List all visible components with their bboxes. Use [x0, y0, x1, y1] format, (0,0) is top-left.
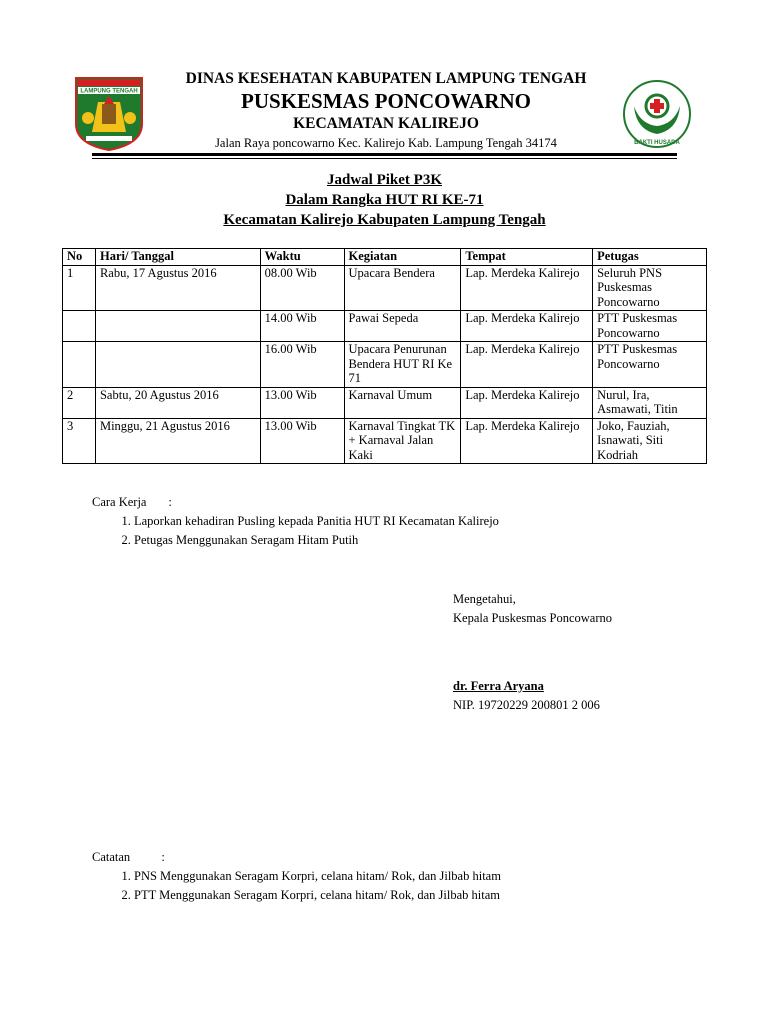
signature-name: dr. Ferra Aryana [453, 679, 544, 693]
cell-time: 13.00 Wib [260, 418, 344, 464]
cell-date: Rabu, 17 Agustus 2016 [95, 265, 260, 311]
cell-activity: Upacara Bendera [344, 265, 461, 311]
title-line-2: Dalam Rangka HUT RI KE-71 [285, 192, 484, 208]
col-header-officer: Petugas [593, 249, 707, 266]
cell-place: Lap. Merdeka Kalirejo [461, 418, 593, 464]
address: Jalan Raya poncowarno Kec. Kalirejo Kab. Lampung Tengah 34174 [215, 136, 557, 150]
cell-officer: Nurul, Ira, Asmawati, Titin [593, 387, 707, 418]
signature-block [453, 590, 612, 715]
cara-kerja-label: Cara Kerja : [92, 495, 172, 509]
signature-position: Kepala Puskesmas Poncowarno [453, 611, 612, 625]
cell-no [63, 342, 96, 388]
list-item: 1. Laporkan kehadiran Pusling kepada Panitia HUT RI Kecamatan Kalirejo [134, 512, 499, 531]
cell-place: Lap. Merdeka Kalirejo [461, 311, 593, 342]
cell-date [95, 342, 260, 388]
cell-date: Minggu, 21 Agustus 2016 [95, 418, 260, 464]
cell-officer: Joko, Fauziah, Isnawati, Siti Kodriah [593, 418, 707, 464]
cell-time: 16.00 Wib [260, 342, 344, 388]
col-header-activity: Kegiatan [344, 249, 461, 266]
col-header-date: Hari/ Tanggal [95, 249, 260, 266]
cell-place: Lap. Merdeka Kalirejo [461, 342, 593, 388]
list-item: 2. PTT Menggunakan Seragam Korpri, celana hitam/ Rok, dan Jilbab hitam [134, 886, 501, 905]
cell-time: 08.00 Wib [260, 265, 344, 311]
bakti-husada-logo [622, 78, 692, 150]
col-header-place: Tempat [461, 249, 593, 266]
cell-officer: Seluruh PNS Puskesmas Poncowarno [593, 265, 707, 311]
catatan-list [92, 867, 501, 905]
document-titles [92, 170, 677, 230]
letterhead-rule-thin [92, 158, 677, 159]
cell-activity: Karnaval Tingkat TK + Karnaval Jalan Kaki [344, 418, 461, 464]
cell-no [63, 311, 96, 342]
catatan-section [92, 848, 501, 905]
cara-kerja-list [92, 512, 499, 550]
agency-name: DINAS KESEHATAN KABUPATEN LAMPUNG TENGAH [185, 70, 587, 87]
cell-no: 3 [63, 418, 96, 464]
cell-officer: PTT Puskesmas Poncowarno [593, 311, 707, 342]
table-row [63, 265, 707, 311]
cell-place: Lap. Merdeka Kalirejo [461, 265, 593, 311]
catatan-label: Catatan : [92, 850, 165, 864]
cell-activity: Upacara Penurunan Bendera HUT RI Ke 71 [344, 342, 461, 388]
schedule-table [62, 248, 707, 464]
letterhead [150, 70, 622, 152]
cara-kerja-section [92, 493, 499, 550]
cell-date [95, 311, 260, 342]
col-header-no: No [63, 249, 96, 266]
logo-left-text: LAMPUNG TENGAH [80, 88, 138, 95]
table-header-row [63, 249, 707, 266]
table-row [63, 342, 707, 388]
cell-officer: PTT Puskesmas Poncowarno [593, 342, 707, 388]
table-row [63, 311, 707, 342]
cell-time: 14.00 Wib [260, 311, 344, 342]
signature-nip: NIP. 19720229 200801 2 006 [453, 698, 600, 712]
table-row [63, 418, 707, 464]
list-item: 2. Petugas Menggunakan Seragam Hitam Putih [134, 531, 499, 550]
puskesmas-name: PUSKESMAS PONCOWARNO [241, 89, 531, 113]
list-item: 1. PNS Menggunakan Seragam Korpri, celana hitam/ Rok, dan Jilbab hitam [134, 867, 501, 886]
letterhead-rule [92, 153, 677, 156]
kecamatan-name: KECAMATAN KALIREJO [293, 115, 479, 132]
cell-no: 2 [63, 387, 96, 418]
lampung-tengah-logo [72, 74, 146, 152]
table-row [63, 387, 707, 418]
cell-no: 1 [63, 265, 96, 311]
cell-activity: Karnaval Umum [344, 387, 461, 418]
title-line-3: Kecamatan Kalirejo Kabupaten Lampung Tengah [223, 212, 546, 228]
cell-date: Sabtu, 20 Agustus 2016 [95, 387, 260, 418]
cell-place: Lap. Merdeka Kalirejo [461, 387, 593, 418]
cell-time: 13.00 Wib [260, 387, 344, 418]
logo-right-text: BAKTI HUSADA [634, 140, 680, 146]
title-line-1: Jadwal Piket P3K [327, 172, 442, 188]
signature-acknowledged: Mengetahui, [453, 592, 516, 606]
cell-activity: Pawai Sepeda [344, 311, 461, 342]
col-header-time: Waktu [260, 249, 344, 266]
